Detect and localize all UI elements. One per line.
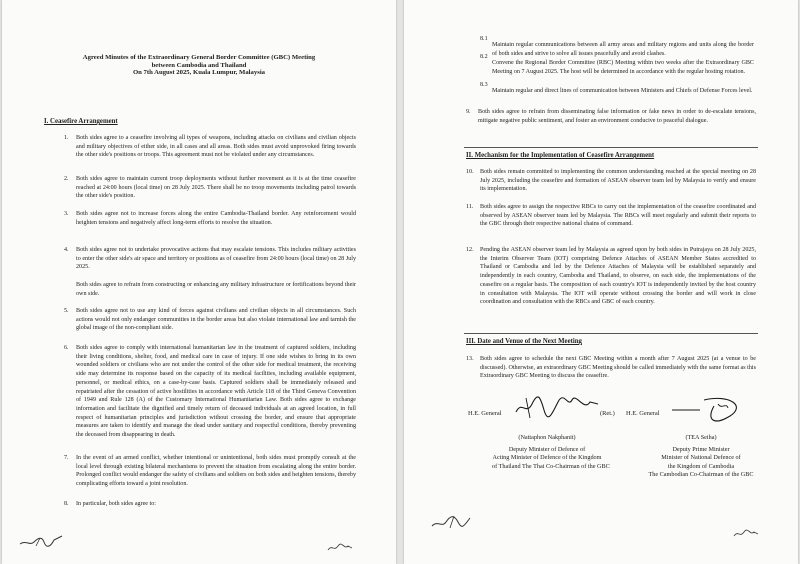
item-number: 1. [64,135,69,141]
signatory-right-name: (TEA Seiha) [685,434,717,441]
item-4-text: Both sides agree not to undertake provocative actions that may escalate tensions. This includes military activities to enter the other side's air space and territory or positions as of ceasefire from 24:00 hours (local time) on 28 July 2025. [76,247,356,271]
item-6-text: Both sides agree to comply with international humanitarian law in the treatment of captured soldiers, including their living conditions, shelter, food, and medical care in case of injury. If one side wishes to bring in its own wounded soldiers or civilians who are not under the control of the other side for medical treatment, the receiving side may determine its response based on the capacity of its medical facilities, including available equipment, personnel, or medical ethics, on a case-by-case basis. Captured soldiers shall be immediately released and repatriated after the cessation of active hostilities in accordance with Article 118 of the Third Geneva Convention of 1949 and Rule 128 (A) of the Customary International Humanitarian Law. Both sides agree to exchange information and facilitate the dignified and timely return of deceased individuals at an agreed location, in full respect of humanitarian principles and jurisdiction without crossing the border, and ensure that appropriate measures are taken to identify and manage the dead under sanitary and respectful conditions, thereby preventing the deceased from disappearing in death. [76,345,356,439]
signatory-left-prefix: H.E. General [468,410,502,417]
item-number: 12. [466,247,474,253]
item-5-text: Both sides agree not to use any kind of forces against civilians and civilian objects in all circumstances. Such actions would not only endanger communities in the border areas but also violate international law and tarnish the global image of the non-compliant side. [76,308,356,332]
document-page-1 [2,0,396,564]
signatory-right-title-line: Minister of National Defence of [661,454,741,462]
item-number: 8. [64,501,69,507]
item-1-text: Both sides agree to a ceasefire involving all types of weapons, including attacks on civilians and civilian objects and military objectives of either side, in all cases and all areas. Both sides must avoid unprovoked firing towards the other side's positions or troops. This agreement must not be violated under any circumstances. [76,135,356,159]
signatory-left-block [492,434,610,471]
item-11-text: Both sides agree to assign the respective RBCs to carry out the implementation of the ceasefire coordinated and observed by ASEAN observer team led by Malaysia. The RBCs will meet regularly and submit their reports to the GBC through their respective national chains of command. [480,204,756,228]
item-number: 6. [64,345,69,351]
item-number: 4. [64,247,69,253]
item-9-text: Both sides agree to refrain from disseminating false information or fake news in order to de-escalate tensions, mitigate negative public sentiment, and foster an environment conducive to peaceful dialogue. [478,109,756,124]
item-4-continuation: Both sides agree to refrain from constructing or enhancing any military infrastructure or fortifications beyond their own side. [76,282,356,297]
sub-item-8-3-text: Maintain regular and direct lines of communication between Ministers and Chiefs of Defense Forces level. [492,88,753,95]
item-8-text: In particular, both sides agree to: [76,501,156,507]
item-3-text: Both sides agree not to increase forces along the entire Cambodia-Thailand border. Any reinforcement would heighten tensions and negatively affect long-term efforts to resolve the situation. [76,211,356,226]
signatory-right-prefix: H.E. General [626,410,660,417]
sub-item-number: 8.2 [480,54,488,60]
signatory-right-block [636,434,766,479]
document-title [42,54,356,77]
item-12-text: Pending the ASEAN observer team led by Malaysia as agreed upon by both sides in Putrajaya on 28 July 2025, the Interim Observer Team (IOT) comprising Defence Attaches of ASEAN Member States accredited to Thailand or Cambodia and led by the Defence Attaches of Malaysia will be established separately and independently in each country, Cambodia and Thailand, to observe, on each side, the implementations of the ceasefire on a regular basis. The composition of each country's IOT is independently invited by the host country in consultation with Malaysia. The IOT will operate without crossing the border and will work in close coordination and consultation with the RBCs and GBC of each country. [480,247,756,306]
signatory-right-title-line: the Kingdom of Cambodia [667,462,735,470]
title-line: between Cambodia and Thailand [151,61,247,69]
title-line: On 7th August 2025, Kuala Lumpur, Malaysia [132,69,266,77]
initials-signature-left [18,530,66,552]
sub-item-number: 8.3 [480,82,488,88]
signatory-right-title-line: Deputy Prime Minister [672,446,730,454]
item-number: 10. [466,169,474,175]
signatory-left-title-line: Acting Minister of Defence of the Kingdom [492,454,602,462]
initials-mark-right [326,540,354,554]
sub-item-8-2-text: Convene the Regional Border Committee (RBC) Meeting within two weeks after the Extraordinary GBC Meeting on 7 August 2025. The host will be determined in accordance with the regular hosting rotation. [492,60,754,75]
document-page-2 [404,0,798,564]
section-divider [464,333,758,334]
item-2-text: Both sides agree to maintain current troop deployments without further movement as it is at the time ceasefire reached at 24:00 hours (local time) on 28 July 2025. There shall be no troop movements including patrol towards the other side's position. [76,176,356,200]
signatory-left-name: (Nattaphon Nakphanit) [518,434,576,441]
item-number: 5. [64,308,69,314]
signatory-left-suffix: (Ret.) [600,410,615,417]
section-heading-ceasefire: I. Ceasefire Arrangement [44,118,118,125]
signatory-right-title-line: The Cambodian Co-Chairman of the GBC [648,470,754,478]
section-divider [464,147,758,148]
item-10-text: Both sides remain committed to implementing the common understanding reached at the special meeting on 28 July 2025, including the ceasefire and formation of ASEAN observer team led by Malaysia to verify and ensure its implementation. [480,169,756,193]
initials-signature-left [430,510,474,532]
section-heading-next-meeting: III. Date and Venue of the Next Meeting [466,338,582,345]
signature-thai-co-chairman [512,392,602,422]
signatory-left-title-line: Deputy Minister of Defence of [508,446,586,454]
item-number: 9. [466,109,471,115]
item-number: 2. [64,176,69,182]
initials-mark-right [732,526,760,540]
section-heading-mechanism: II. Mechanism for the Implementation of Ceasefire Arrangement [466,152,655,159]
item-number: 13. [466,356,474,362]
item-7-text: In the event of an armed conflict, whether intentional or unintentional, both sides must promptly consult at the local level through existing bilateral mechanisms to prevent the situation from escalating along the entire border. Prolonged conflict would endanger the safety of civilians and soldiers on both sides and heighten tensions, thereby complicating efforts toward a joint resolution. [76,455,356,488]
signatory-left-title-line: of Thailand The Thai Co-Chairman of the GBC [492,462,610,470]
sub-item-8-1-text: Maintain regular communications between all army areas and military regions and units along the border of both sides and strive to solve all issues peacefully and avoid clashes. [492,42,754,57]
item-number: 7. [64,455,69,461]
sub-item-number: 8.1 [480,36,488,42]
signature-cambodian-co-chairman [670,392,750,424]
item-number: 3. [64,211,69,217]
item-number: 11. [466,204,474,210]
item-13-text: Both sides agree to schedule the next GBC Meeting within a month after 7 August 2025 (at a venue to be discussed). Otherwise, an extraordinary GBC Meeting should be called immediately with the same format as this Extraordinary GBC Meeting to discuss the ceasefire. [480,356,756,380]
title-line: Agreed Minutes of the Extraordinary General Border Committee (GBC) Meeting [82,54,316,61]
